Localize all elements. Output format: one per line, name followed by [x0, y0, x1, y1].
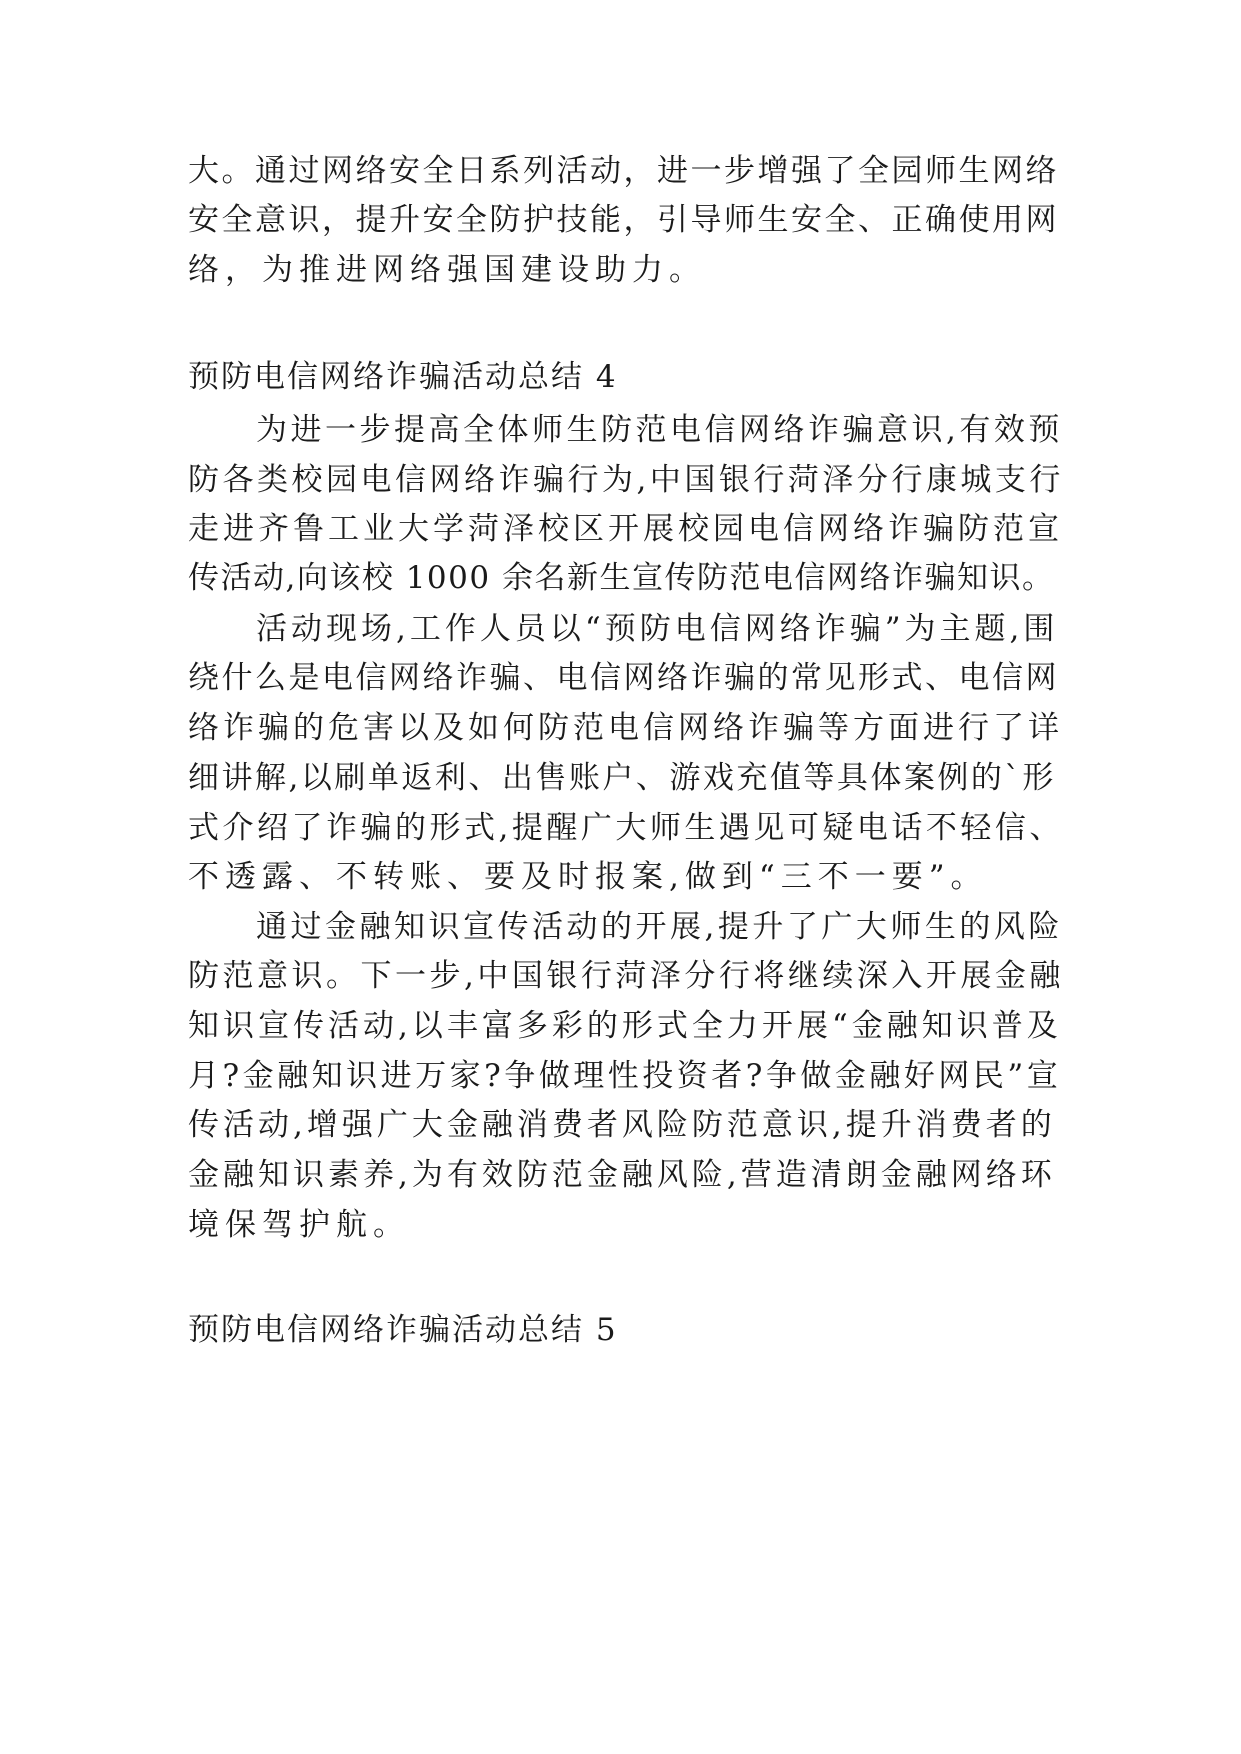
- paragraph-line: 知识宣传活动,以丰富多彩的形式全力开展“金融知识普及: [188, 1008, 1062, 1044]
- paragraph-line: 式介绍了诈骗的形式,提醒广大师生遇见可疑电话不轻信、: [188, 810, 1064, 846]
- paragraph-line: 大。通过网络安全日系列活动，进一步增强了全园师生网络: [188, 153, 1059, 189]
- paragraph-line: 金融知识素养,为有效防范金融风险,营造清朗金融网络环: [188, 1157, 1056, 1193]
- paragraph-line: 传活动,向该校 1000 余名新生宣传防范电信网络诈骗知识。: [188, 560, 1055, 596]
- paragraph-line: 不透露、不转账、要及时报案,做到“三不一要”。: [188, 859, 988, 895]
- paragraph-line: 境保驾护航。: [188, 1207, 410, 1243]
- paragraph-line: 通过金融知识宣传活动的开展,提升了广大师生的风险: [256, 909, 1063, 945]
- paragraph-line: 络，为推进网络强国建设助力。: [188, 252, 706, 288]
- section-heading: 预防电信网络诈骗活动总结 4: [188, 359, 618, 395]
- paragraph-line: 走进齐鲁工业大学菏泽校区开展校园电信网络诈骗防范宣: [188, 511, 1063, 547]
- paragraph-line: 月?金融知识进万家?争做理性投资者?争做金融好网民”宣: [188, 1058, 1062, 1094]
- section-heading: 预防电信网络诈骗活动总结 5: [188, 1312, 618, 1348]
- paragraph-line: 防各类校园电信网络诈骗行为,中国银行菏泽分行康城支行: [188, 462, 1064, 498]
- paragraph-line: 传活动,增强广大金融消费者风险防范意识,提升消费者的: [188, 1107, 1056, 1143]
- paragraph-line: 络诈骗的危害以及如何防范电信网络诈骗等方面进行了详: [188, 710, 1063, 746]
- paragraph-line: 为进一步提高全体师生防范电信网络诈骗意识,有效预: [256, 412, 1063, 448]
- paragraph-line: 安全意识，提升安全防护技能，引导师生安全、正确使用网: [188, 202, 1059, 238]
- paragraph-line: 防范意识。下一步,中国银行菏泽分行将继续深入开展金融: [188, 958, 1064, 994]
- paragraph-line: 细讲解,以刷单返利、出售账户、游戏充值等具体案例的`形: [188, 760, 1056, 796]
- paragraph-line: 绕什么是电信网络诈骗、电信网络诈骗的常见形式、电信网: [188, 660, 1059, 696]
- paragraph-line: 活动现场,工作人员以“预防电信网络诈骗”为主题,围: [256, 611, 1059, 647]
